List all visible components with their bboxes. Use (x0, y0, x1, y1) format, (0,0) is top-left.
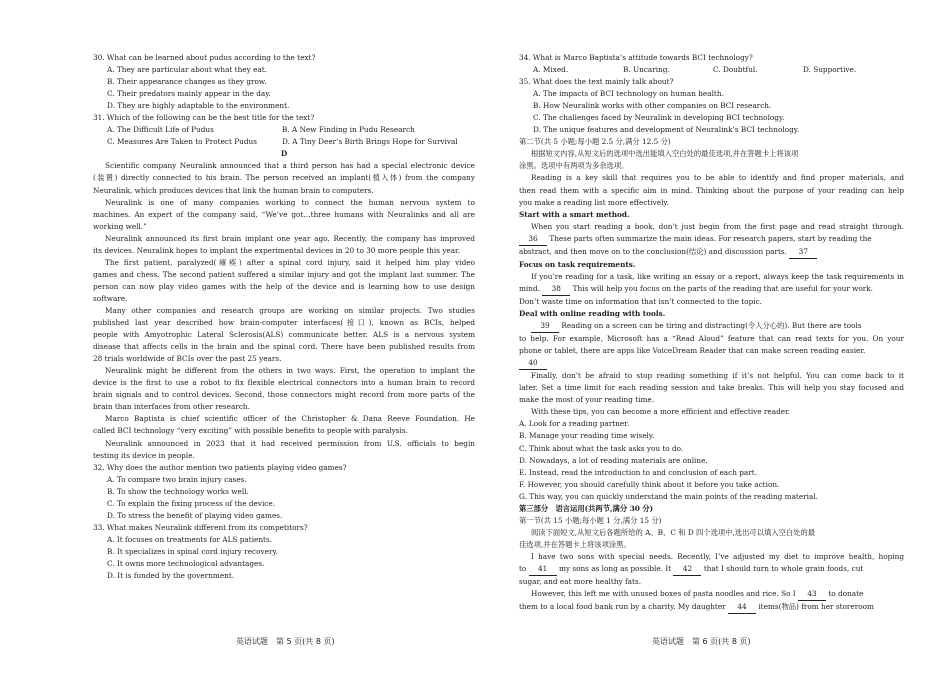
passage-line: phone or tablet, there are apps like VoiceDream Reader that can make screen reading easier. (519, 346, 866, 356)
option-33-b: B. It specializes in spinal cord injury recovery. (107, 546, 278, 556)
option-35-c: C. The challenges faced by Neuralink in developing BCI technology. (533, 113, 785, 123)
cloze-text: to (519, 563, 527, 573)
cloze-text: items(物品) from her storeroom (758, 602, 874, 612)
right-page-column (519, 52, 904, 614)
choice-item: C. Think about what the task asks you to do. (519, 443, 684, 453)
blank-41[interactable]: 41 (529, 563, 557, 576)
choice-item: E. Instead, read the introduction to and conclusion of each part. (519, 467, 758, 477)
passage-line: published last year described how brain-computer interfaces(接口), known as BCIs, helped (93, 318, 475, 328)
options-34-row (519, 64, 904, 76)
passage-line: The first patient, paralyzed(瘫痪) after a spinal cord injury, said it helped him play video (105, 257, 475, 267)
subheading-task-requirements: Focus on task requirements. (519, 259, 636, 269)
option-35-a: A. The impacts of BCI technology on human health. (533, 89, 724, 99)
passage-line: With these tips, you can become a more efficient and effective reader. (531, 407, 791, 417)
blank-42[interactable]: 42 (673, 563, 701, 576)
question-32-stem: 32. Why does the author mention two patients playing video games? (93, 462, 347, 472)
passage-line: then read them with a specific aim in mind. Thinking about the purpose of your reading can help (519, 185, 904, 195)
cloze-text: that I should turn to whole grain foods, cut (703, 563, 864, 573)
passage-line: Neuralink might be different from the others in two ways. First, the operation to implant the (105, 366, 475, 376)
option-34-a: A. Mixed. (533, 65, 569, 75)
passage-line: later. Set a time limit for each reading session and take breaks. This will help you stay focused and (519, 383, 904, 393)
cloze-text: them to a local food bank run by a charity. My daughter (519, 602, 726, 612)
cloze-text: my sons as long as possible. It (558, 563, 672, 573)
options-31-row-2 (93, 136, 475, 148)
passage-line: (装置) directly connected to his brain. The person received an implant(植入体) from the company (93, 173, 475, 183)
blank-38[interactable]: 38 (542, 283, 570, 296)
option-33-c: C. It owns more technological advantages. (107, 558, 265, 568)
passage-line: Neuralink is one of many companies working to connect the human nervous system to (105, 197, 475, 207)
section-2-instruction: 根据短文内容,从短文后的选项中选出能填入空白处的最佳选项,并在答题卡上将该项 (531, 149, 799, 159)
blank-43[interactable]: 43 (798, 588, 826, 601)
option-32-b: B. To show the technology works well. (107, 486, 249, 496)
option-35-d: D. The unique features and development of Neuralink’s BCI technology. (533, 125, 800, 135)
passage-line: disease that affects cells in the brain and the spinal cord. There have been published results from (93, 342, 475, 352)
passage-line: Scientific company Neuralink announced that a third person has had a special electronic device (105, 161, 475, 171)
passage-line: Many other companies and research groups are working on similar projects. Two studies (105, 305, 475, 315)
passage-line: When you start reading a book, don’t just begin from the first page and read straight through. (531, 221, 904, 231)
passage-line (519, 233, 904, 246)
passage-line: to help. For example, Microsoft has a “Read Aloud” feature that can read texts for you. On your (519, 334, 904, 344)
section-2-heading: 第二节(共 5 小题;每小题 2.5 分,满分 12.5 分) (519, 137, 671, 147)
option-32-a: A. To compare two brain injury cases. (107, 474, 247, 484)
passage-line: person can now play video games with the help of the device and is learning how to use design (93, 281, 475, 291)
page-footer-right: 英语试题 第 6 页(共 8 页) (652, 637, 751, 646)
question-31-stem: 31. Which of the following can be the best title for the text? (93, 113, 315, 123)
option-31-a: A. The Difficult Life of Pudus (107, 125, 214, 135)
option-31-b: B. A New Finding in Pudu Research (282, 125, 415, 135)
passage-line (519, 246, 904, 259)
passage-line (519, 357, 904, 370)
choice-item: F. However, you should carefully think about it before you take action. (519, 479, 780, 489)
passage-line: called BCI technology “very exciting” with possible benefits to people with paralysis. (93, 426, 408, 436)
cloze-line: sugar, and eat more healthy fats. (519, 577, 642, 587)
option-34-c: C. Doubtful. (713, 65, 758, 75)
section-1-heading: 第一节(共 15 小题;每小题 1 分,满分 15 分) (519, 515, 662, 525)
options-31-row-1 (93, 124, 475, 136)
blank-40[interactable]: 40 (519, 357, 547, 370)
passage-line: device is the first to use a robot to fix flexible electrical connectors into a human brain to record (93, 378, 475, 388)
passage-line: If you’re reading for a task, like writing an essay or a report, always keep the task requirements in (531, 271, 904, 281)
subheading-smart-method: Start with a smart method. (519, 209, 630, 219)
option-34-d: D. Supportive. (803, 65, 857, 75)
passage-line: brain than interfaces from other research. (93, 402, 250, 412)
passage-line: brain signals and to control devices. Second, those connectors might record from more parts of the (93, 390, 475, 400)
passage-text: mind. (519, 283, 540, 293)
question-34-stem: 34. What is Marco Baptista’s attitude towards BCI technology? (519, 53, 753, 62)
blank-44[interactable]: 44 (728, 601, 756, 614)
passage-line: make the most of your reading time. (519, 395, 655, 405)
option-31-c: C. Measures Are Taken to Protect Pudus (107, 137, 257, 147)
passage-line: its devices. Neuralink hopes to implant the experimental devices in 20 to 30 more people this year. (93, 245, 461, 255)
passage-line: testing its device in people. (93, 450, 195, 460)
choice-item: A. Look for a reading partner. (519, 419, 630, 429)
cloze-line: I have two sons with special needs. Recently, I’ve adjusted my diet to improve health, hoping (531, 551, 904, 561)
section-1-instruction: 佳选项,并在答题卡上将该项涂黑。 (519, 539, 631, 549)
question-35-stem: 35. What does the text mainly talk about? (519, 77, 674, 87)
choice-item: G. This way, you can quickly understand the main points of the reading material. (519, 491, 818, 501)
option-33-a: A. It focuses on treatments for ALS patients. (107, 534, 273, 544)
passage-line: Neuralink announced in 2023 that it had received permission from U.S. officials to begin (105, 438, 475, 448)
passage-text: This will help you focus on the parts of the reading that are useful for your work. (572, 283, 874, 293)
passage-line: Don’t waste time on information that isn’t connected to the topic. (519, 296, 762, 306)
left-page-column (93, 52, 475, 582)
passage-line: Neuralink, which produces devices that link the human brain to computers. (93, 185, 374, 195)
section-2-instruction: 涂黑。选项中有两项为多余选项。 (519, 161, 629, 171)
page-footer-left: 英语试题 第 5 页(共 8 页) (236, 637, 335, 646)
option-32-c: C. To explain the fixing process of the device. (107, 498, 276, 508)
passage-line: people with Amyotrophic Lateral Sclerosis(ALS) communicate better. ALS is a nervous system (93, 330, 475, 340)
passage-line: Marco Baptista is chief scientific officer of the Christopher & Dana Reeve Foundation. He (105, 414, 475, 424)
choice-item: D. Nowadays, a lot of reading materials are online. (519, 455, 708, 465)
passage-line: machines. An expert of the company said, “We’ve got…three humans with Neuralinks and all are (93, 209, 475, 219)
blank-36[interactable]: 36 (519, 233, 547, 246)
passage-text: abstract, and then move on to the conclusion(结论) and discussion parts. (519, 246, 787, 256)
section-letter-d: D (280, 149, 288, 159)
option-34-b: B. Uncaring. (623, 65, 670, 75)
passage-line: 28 trials worldwide of BCIs over the past 25 years. (93, 354, 282, 364)
cloze-line (519, 601, 904, 614)
part-3-heading: 第三部分 语言运用(共两节,满分 30 分) (519, 503, 654, 513)
option-30-d: D. They are highly adaptable to the environment. (107, 101, 290, 111)
option-31-d: D. A Tiny Deer’s Birth Brings Hope for Survival (282, 137, 458, 147)
passage-line: games and chess. The second patient suffered a similar injury and got the implant last summer. The (93, 269, 475, 279)
passage-text: These parts often summarize the main ideas. For research papers, start by reading the (549, 233, 872, 243)
passage-line: Neuralink announced its first brain implant one year ago. Recently, the company has improved (105, 233, 475, 243)
passage-line: software. (93, 293, 128, 303)
option-30-a: A. They are particular about what they eat. (107, 65, 267, 75)
question-30-stem: 30. What can be learned about pudus according to the text? (93, 53, 316, 62)
cloze-text: to donate (828, 589, 864, 599)
cloze-line (519, 588, 904, 601)
option-30-b: B. Their appearance changes as they grow. (107, 77, 267, 87)
section-1-instruction: 阅读下面短文,从短文后各题所给的 A、B、C 和 D 四个选项中,选出可以填入空白处的最 (531, 527, 816, 537)
passage-line: Reading is a key skill that requires you to be able to identify and find proper materials, and (531, 173, 904, 183)
option-30-c: C. Their predators mainly appear in the day. (107, 89, 271, 99)
passage-text: Reading on a screen can be tiring and distracting(令人分心的). But there are tools (561, 321, 862, 331)
cloze-text: However, this left me with unused boxes of pasta noodles and rice. So I (531, 589, 796, 599)
choice-item: B. Manage your reading time wisely. (519, 431, 655, 441)
passage-line (519, 320, 904, 333)
option-33-d: D. It is funded by the government. (107, 571, 235, 581)
blank-37[interactable]: 37 (789, 246, 817, 259)
passage-line: working well.” (93, 221, 147, 231)
passage-line: you make a reading list more effectively. (519, 197, 669, 207)
passage-line: Finally, don’t be afraid to stop reading something if it’s not helpful. You can come back to it (531, 371, 904, 381)
option-35-b: B. How Neuralink works with other companies on BCI research. (533, 101, 772, 111)
cloze-line (519, 563, 904, 576)
question-33-stem: 33. What makes Neuralink different from its competitors? (93, 522, 308, 532)
subheading-online-reading: Deal with online reading with tools. (519, 308, 666, 318)
blank-39[interactable]: 39 (531, 320, 559, 333)
passage-line (519, 283, 904, 296)
option-32-d: D. To stress the benefit of playing video games. (107, 510, 283, 520)
